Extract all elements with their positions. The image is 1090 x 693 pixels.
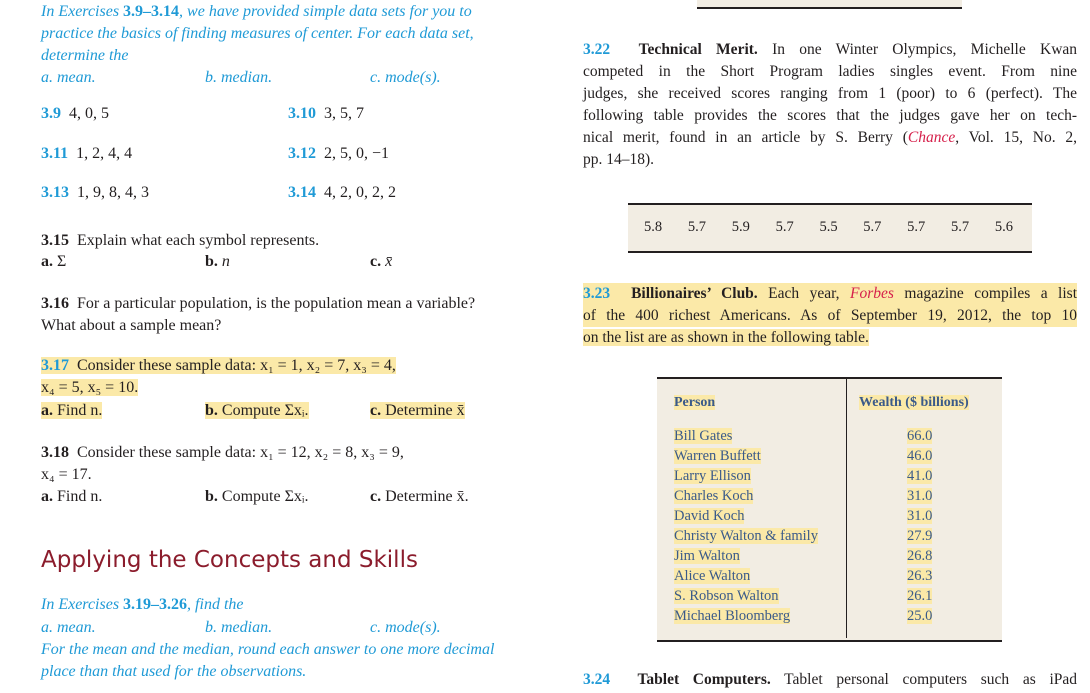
- exercise-3-15-a: a. Σ: [41, 253, 67, 270]
- exercise-3-17-a: a. Find n.: [41, 402, 103, 419]
- table-row-person: Bill Gates: [674, 428, 733, 444]
- previous-table-edge: [697, 0, 962, 9]
- intro-instructions-1: In Exercises 3.9–3.14, we have provided simple data sets for you to practice the basics of finding measures of center. For each data set, determine the: [41, 3, 474, 64]
- table-row-wealth: 26.8: [907, 548, 933, 564]
- exercise-3-11: 3.11 1, 2, 4, 4: [41, 145, 133, 162]
- table-row-person: Christy Walton & family: [674, 528, 818, 544]
- exercise-3-15-c: c. x̄: [370, 253, 393, 270]
- table-row-person: Charles Koch: [674, 488, 754, 504]
- table-row-person: Larry Ellison: [674, 468, 751, 484]
- table-header-wealth: Wealth ($ billions): [859, 395, 969, 410]
- option-a-mean: a. mean.: [41, 69, 96, 86]
- exercise-3-17-c: c. Determine x̄: [370, 402, 465, 419]
- option-a-mean-2: a. mean.: [41, 619, 96, 636]
- table-row-wealth: 27.9: [907, 528, 933, 544]
- table-row-person: Alice Walton: [674, 568, 751, 584]
- score-cell: 5.7: [687, 219, 706, 235]
- table-row-person: Jim Walton: [674, 548, 740, 564]
- table-row-wealth: 31.0: [907, 488, 933, 504]
- exercise-3-18-a: a. Find n.: [41, 488, 103, 505]
- table-row-person: S. Robson Walton: [674, 588, 779, 604]
- scores-table: [628, 203, 1032, 253]
- table-row-wealth: 66.0: [907, 428, 933, 444]
- exercise-3-15-b: b. n: [205, 253, 230, 270]
- table-row-wealth: 26.1: [907, 588, 933, 604]
- table-row-wealth: 25.0: [907, 608, 933, 624]
- table-row-person: Warren Buffett: [674, 448, 761, 464]
- exercise-3-18-c: c. Determine x̄.: [370, 488, 469, 505]
- table-row-wealth: 26.3: [907, 568, 933, 584]
- table-person-column: [674, 426, 818, 626]
- table-row-person: Michael Bloomberg: [674, 608, 791, 624]
- score-cell: 5.9: [731, 219, 750, 235]
- section-heading: Applying the Concepts and Skills: [41, 547, 418, 573]
- score-cell: 5.8: [644, 219, 663, 235]
- intro-instructions-2: In Exercises 3.19–3.26, find the: [41, 596, 244, 613]
- score-cell: 5.7: [775, 219, 794, 235]
- exercise-3-14: 3.14 4, 2, 0, 2, 2: [288, 184, 396, 201]
- exercise-3-16: 3.16 For a particular population, is the population mean a variable? What about a sample mean?: [41, 295, 476, 334]
- option-b-median: b. median.: [205, 69, 273, 86]
- score-cell: 5.7: [863, 219, 882, 235]
- table-row-wealth: 41.0: [907, 468, 933, 484]
- exercise-3-15: 3.15 Explain what each symbol represents.: [41, 232, 320, 249]
- table-row-wealth: 46.0: [907, 448, 933, 464]
- exercise-3-9: 3.9 4, 0, 5: [41, 105, 109, 122]
- exercise-3-10: 3.10 3, 5, 7: [288, 105, 364, 122]
- exercise-3-22: 3.22 Technical Merit. In one Winter Olympics, Michelle Kwan competed in the Short Program ladies singles event. From nine judges, she received scores ranging from 1 (poor) to 6 (perfect). The following table provides the scores that the judges gave her on tech- nical merit, found in an article by S. Berry (Chance, Vol. 15, No. 2, pp. 14–18).: [583, 41, 1078, 168]
- table-row-wealth: 31.0: [907, 508, 933, 524]
- table-wealth-column: [907, 426, 932, 626]
- table-row-person: David Koch: [674, 508, 745, 524]
- exercise-3-12: 3.12 2, 5, 0, −1: [288, 145, 390, 162]
- score-cell: 5.7: [951, 219, 970, 235]
- table-header-person: Person: [674, 395, 716, 410]
- option-b-median-2: b. median.: [205, 619, 273, 636]
- exercise-3-18-b: b. Compute Σxᵢ.: [205, 488, 309, 505]
- score-cell: 5.6: [994, 219, 1013, 235]
- exercise-3-24: 3.24 Tablet Computers. Tablet personal computers such as iPad: [583, 671, 1077, 688]
- billionaires-table: [657, 377, 1002, 642]
- option-c-mode: c. mode(s).: [370, 69, 441, 86]
- exercise-3-13: 3.13 1, 9, 8, 4, 3: [41, 184, 149, 201]
- exercise-3-23: 3.23 Billionaires’ Club. Each year, Forbes magazine compiles a list of the 400 richest Americans. As of September 19, 2012, the top 10 on the list are as shown in the following table.: [583, 285, 1078, 346]
- option-c-mode-2: c. mode(s).: [370, 619, 441, 636]
- score-cell: 5.5: [819, 219, 838, 235]
- score-cell: 5.7: [907, 219, 926, 235]
- exercise-3-18: 3.18 Consider these sample data: x₁ = 12, x₂ = 8, x₃ = 9, x₄ = 17.: [41, 444, 404, 483]
- exercise-3-17-b: b. Compute Σxᵢ.: [205, 402, 309, 419]
- exercise-3-17: 3.17 Consider these sample data: x₁ = 1, x₂ = 7, x₃ = 4, x₄ = 5, x₅ = 10.: [41, 357, 396, 396]
- table-column-divider: [846, 379, 847, 638]
- rounding-instructions: For the mean and the median, round each answer to one more decimal place than that used for the observations.: [41, 641, 495, 680]
